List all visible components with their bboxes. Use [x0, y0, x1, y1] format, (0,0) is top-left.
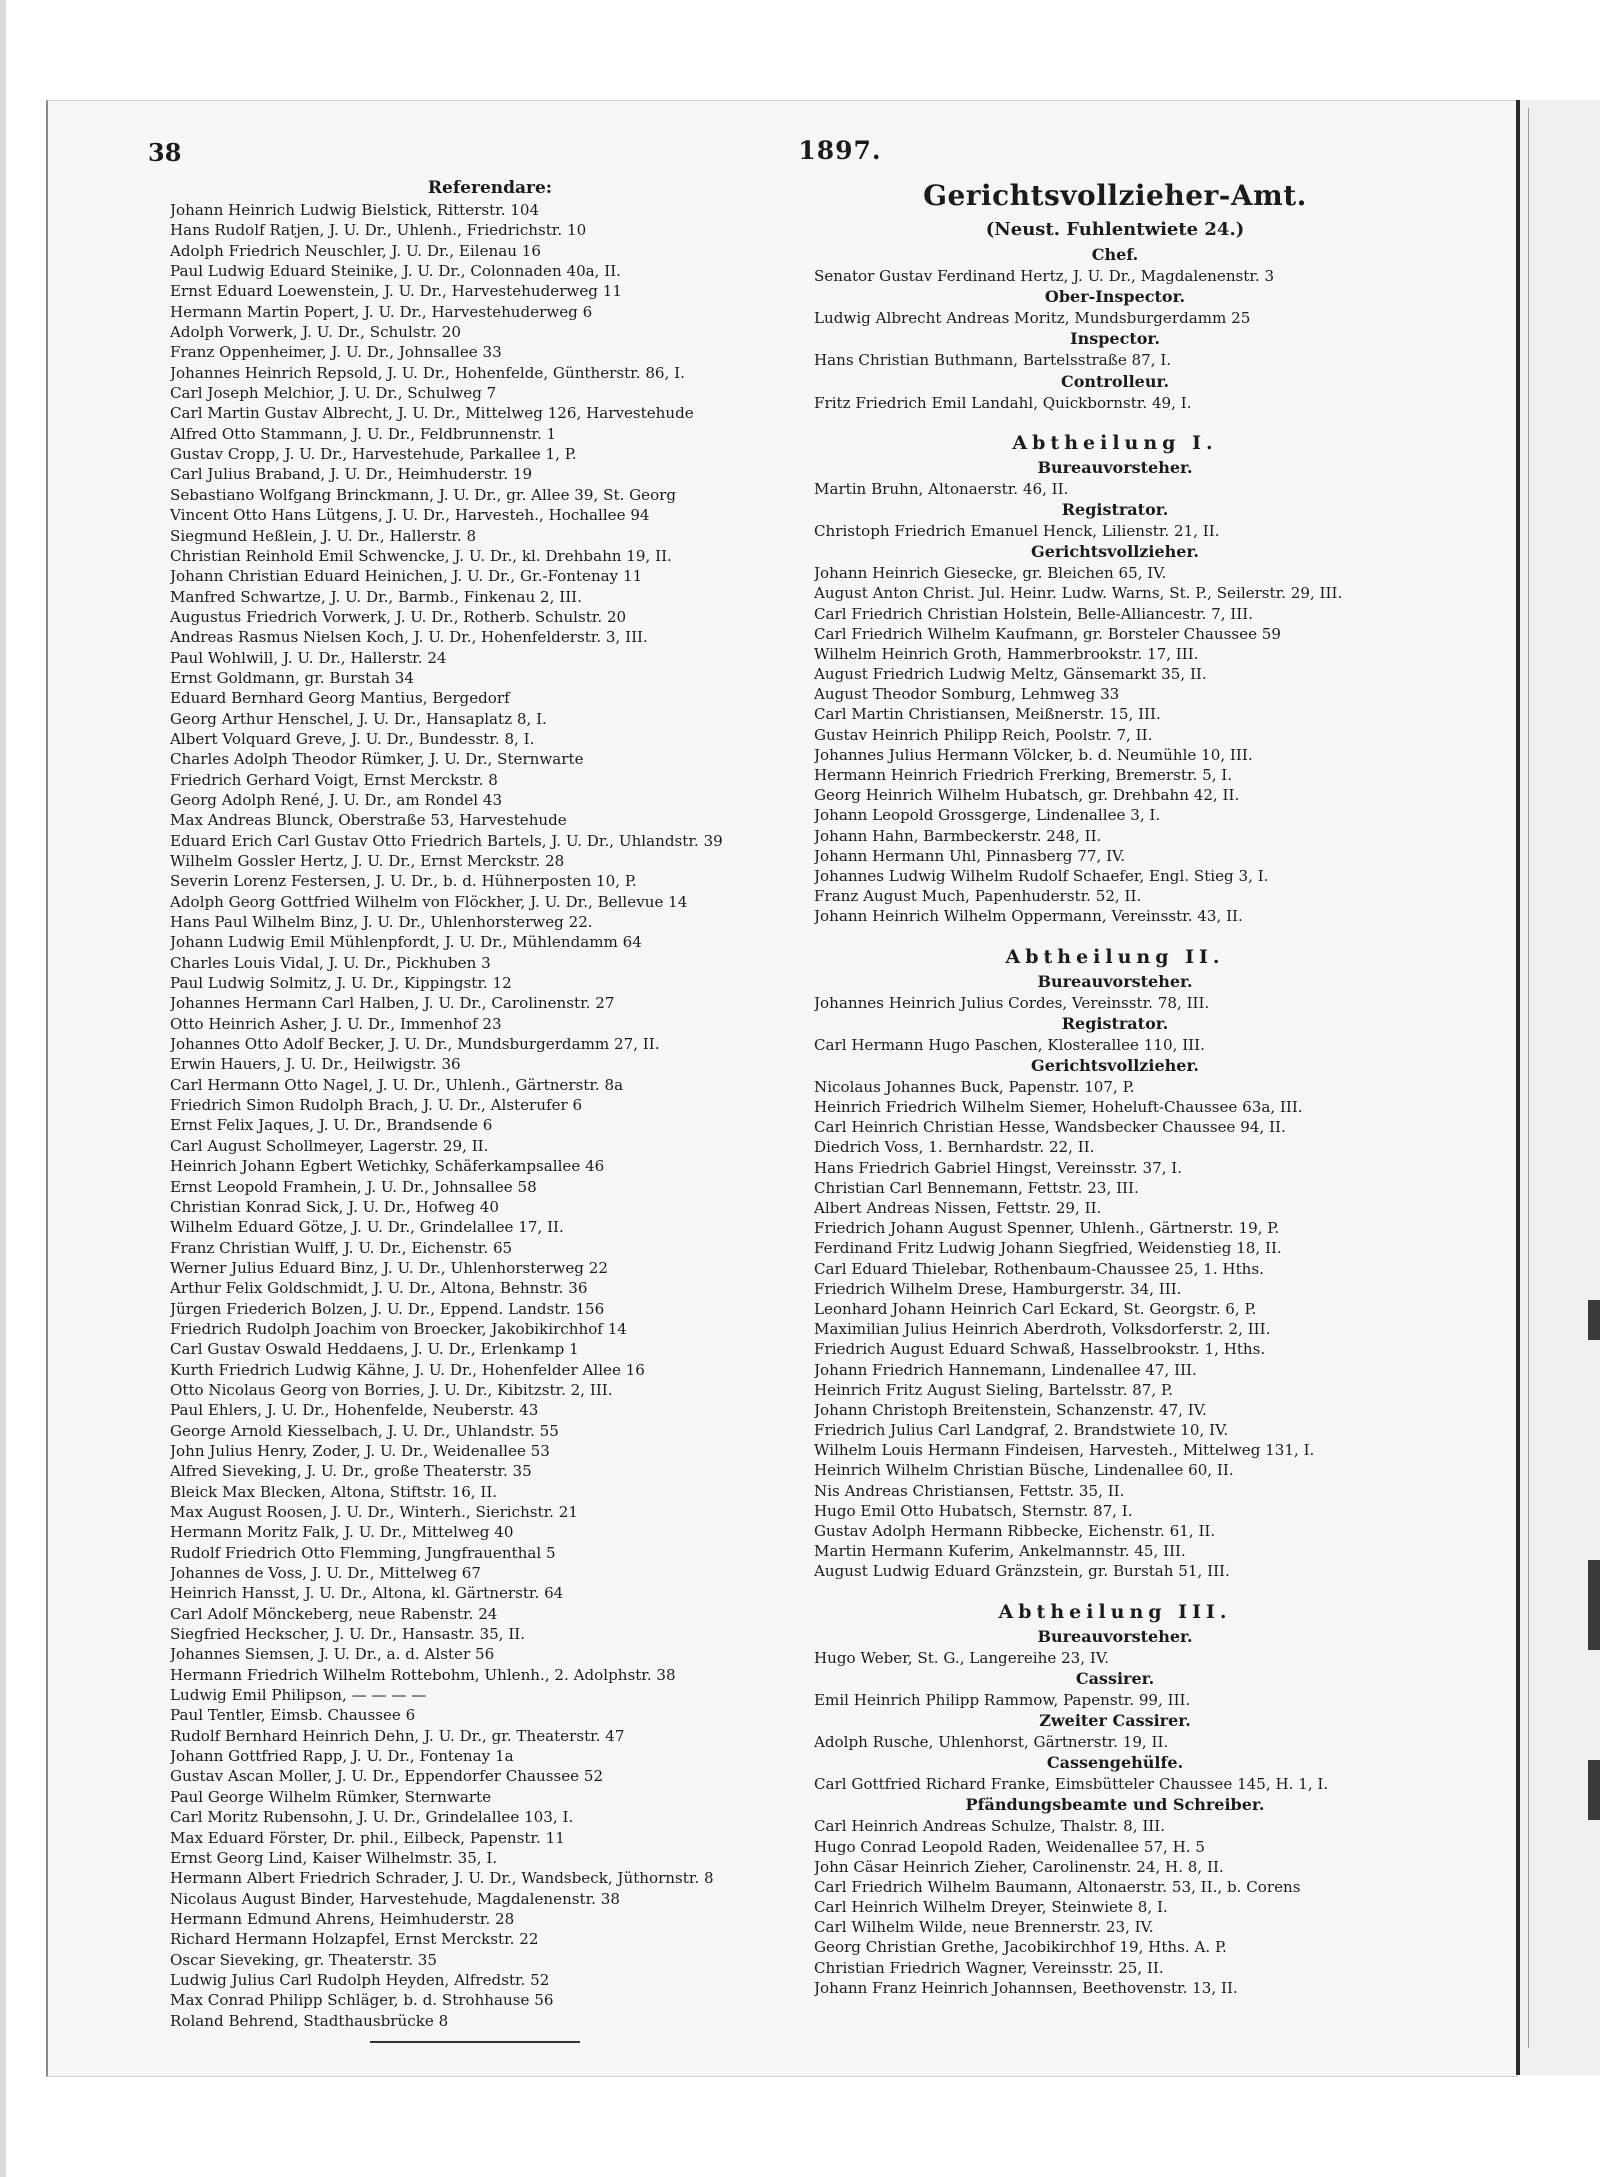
directory-entry: Vincent Otto Hans Lütgens, J. U. Dr., Harvesteh., Hochallee 94: [170, 506, 650, 525]
directory-entry: Paul Ludwig Solmitz, J. U. Dr., Kippingstr. 12: [170, 974, 512, 993]
directory-entry: Nis Andreas Christiansen, Fettstr. 35, II.: [814, 1481, 1125, 1500]
directory-entry: Georg Heinrich Wilhelm Hubatsch, gr. Drehbahn 42, II.: [814, 786, 1240, 805]
directory-entry: Ludwig Emil Philipson, — — — —: [170, 1686, 427, 1705]
directory-entry: Ernst Leopold Framhein, J. U. Dr., Johnsallee 58: [170, 1177, 537, 1196]
directory-entry: Heinrich Wilhelm Christian Büsche, Lindenallee 60, II.: [814, 1461, 1234, 1480]
role-heading: Pfändungsbeamte und Schreiber.: [965, 1795, 1265, 1815]
directory-entry: Fritz Friedrich Emil Landahl, Quickbornstr. 49, I.: [814, 393, 1192, 412]
directory-entry: Richard Hermann Holzapfel, Ernst Merckstr. 22: [170, 1930, 539, 1949]
role-heading: Chef.: [1091, 245, 1139, 264]
role-heading: Cassengehülfe.: [1046, 1753, 1184, 1773]
role-heading: Gerichtsvollzieher.: [1031, 1055, 1199, 1075]
directory-entry: Paul Wohlwill, J. U. Dr., Hallerstr. 24: [170, 648, 447, 667]
directory-entry: Johann Leopold Grossgerge, Lindenallee 3, I.: [814, 806, 1161, 825]
directory-entry: Christoph Friedrich Emanuel Henck, Lilienstr. 21, II.: [814, 521, 1220, 540]
role-heading: Registrator.: [1061, 1013, 1169, 1033]
role-heading: Inspector.: [1070, 329, 1160, 349]
directory-entry: Paul Tentler, Eimsb. Chaussee 6: [170, 1706, 416, 1725]
directory-entry: Martin Bruhn, Altonaerstr. 46, II.: [814, 479, 1069, 498]
directory-entry: Hermann Moritz Falk, J. U. Dr., Mittelweg 40: [170, 1523, 514, 1542]
directory-entry: Heinrich Hansst, J. U. Dr., Altona, kl. Gärtnerstr. 64: [170, 1584, 564, 1603]
directory-entry: Siegfried Heckscher, J. U. Dr., Hansastr. 35, II.: [170, 1625, 526, 1644]
directory-entry: Carl Heinrich Christian Hesse, Wandsbecker Chaussee 94, II.: [814, 1118, 1286, 1137]
directory-entry: Friedrich Johann August Spenner, Uhlenh., Gärtnerstr. 19, P.: [814, 1219, 1280, 1238]
directory-entry: Johann Friedrich Hannemann, Lindenallee 47, III.: [814, 1360, 1197, 1379]
directory-entry: Gustav Cropp, J. U. Dr., Harvestehude, Parkallee 1, P.: [170, 445, 577, 464]
directory-entry: Alfred Otto Stammann, J. U. Dr., Feldbrunnenstr. 1: [170, 424, 557, 443]
directory-entry: Bleick Max Blecken, Altona, Stiftstr. 16, II.: [170, 1482, 498, 1501]
directory-entry: Carl Hermann Otto Nagel, J. U. Dr., Uhlenh., Gärtnerstr. 8a: [170, 1075, 624, 1094]
directory-entry: Eduard Bernhard Georg Mantius, Bergedorf: [170, 689, 510, 708]
directory-entry: Emil Heinrich Philipp Rammow, Papenstr. 99, III.: [814, 1690, 1191, 1709]
adjacent-page-mark: [1588, 1300, 1600, 1340]
directory-entry: Werner Julius Eduard Binz, J. U. Dr., Uhlenhorsterweg 22: [170, 1258, 608, 1277]
directory-entry: Johannes Heinrich Julius Cordes, Vereinsstr. 78, III.: [814, 993, 1210, 1012]
directory-entry: Ernst Georg Lind, Kaiser Wilhelmstr. 35, I.: [170, 1848, 498, 1867]
directory-entry: Rudolf Friedrich Otto Flemming, Jungfrauenthal 5: [170, 1543, 556, 1562]
directory-entry: Friedrich Wilhelm Drese, Hamburgerstr. 34, III.: [814, 1279, 1182, 1298]
directory-entry: Gustav Adolph Hermann Ribbecke, Eichenstr. 61, II.: [814, 1522, 1216, 1540]
directory-entry: Johannes Heinrich Repsold, J. U. Dr., Hohenfelde, Güntherstr. 86, I.: [170, 363, 685, 382]
directory-entry: Carl Friedrich Wilhelm Baumann, Altonaerstr. 53, II., b. Corens: [814, 1877, 1301, 1896]
directory-entry: Hermann Friedrich Wilhelm Rottebohm, Uhlenh., 2. Adolphstr. 38: [170, 1665, 676, 1684]
directory-entry: Georg Adolph René, J. U. Dr., am Rondel 43: [170, 790, 503, 809]
directory-entry: Ernst Goldmann, gr. Burstah 34: [170, 668, 414, 687]
directory-entry: Carl August Schollmeyer, Lagerstr. 29, II.: [170, 1136, 489, 1155]
role-heading: Registrator.: [1061, 499, 1169, 519]
directory-entry: Georg Arthur Henschel, J. U. Dr., Hansaplatz 8, I.: [170, 709, 547, 728]
directory-entry: Erwin Hauers, J. U. Dr., Heilwigstr. 36: [170, 1055, 461, 1074]
directory-entry: Hugo Weber, St. G., Langereihe 23, IV.: [814, 1648, 1109, 1667]
directory-entry: Johann Heinrich Wilhelm Oppermann, Vereinsstr. 43, II.: [814, 907, 1243, 926]
directory-entry: Johannes Julius Hermann Völcker, b. d. Neumühle 10, III.: [814, 745, 1253, 764]
directory-entry: Alfred Sieveking, J. U. Dr., große Theaterstr. 35: [170, 1462, 532, 1481]
adjacent-page-mark: [1588, 1560, 1600, 1650]
directory-entry: Ernst Felix Jaques, J. U. Dr., Brandsende 6: [170, 1116, 493, 1135]
directory-entry: Hermann Martin Popert, J. U. Dr., Harvestehuderweg 6: [170, 302, 593, 321]
directory-entry: Gustav Ascan Moller, J. U. Dr., Eppendorfer Chaussee 52: [170, 1767, 604, 1786]
department-heading: Abtheilung III.: [998, 1600, 1232, 1623]
directory-entry: Carl Heinrich Wilhelm Dreyer, Steinwiete 8, I.: [814, 1898, 1168, 1917]
role-heading: Cassirer.: [1075, 1668, 1155, 1688]
directory-entry: Gustav Heinrich Philipp Reich, Poolstr. 7, II.: [814, 725, 1153, 744]
directory-entry: Eduard Erich Carl Gustav Otto Friedrich Bartels, J. U. Dr., Uhlandstr. 39: [170, 831, 723, 850]
directory-entry: Johann Gottfried Rapp, J. U. Dr., Fontenay 1a: [170, 1747, 514, 1766]
directory-entry: Albert Andreas Nissen, Fettstr. 29, II.: [814, 1199, 1102, 1217]
referendare-list: [170, 200, 810, 2031]
directory-entry: Ernst Eduard Loewenstein, J. U. Dr., Harvestehuderweg 11: [170, 282, 622, 301]
directory-entry: Adolph Georg Gottfried Wilhelm von Flöckher, J. U. Dr., Bellevue 14: [170, 892, 688, 911]
staff-list: [814, 244, 1416, 1998]
directory-entry: Kurth Friedrich Ludwig Kähne, J. U. Dr., Hohenfelder Allee 16: [170, 1360, 645, 1379]
directory-entry: Ludwig Albrecht Andreas Moritz, Mundsburgerdamm 25: [814, 309, 1251, 328]
directory-entry: Johann Heinrich Giesecke, gr. Bleichen 65, IV.: [814, 564, 1167, 583]
directory-entry: Adolph Rusche, Uhlenhorst, Gärtnerstr. 19, II.: [814, 1732, 1169, 1751]
directory-entry: Carl Martin Christiansen, Meißnerstr. 15, III.: [814, 705, 1161, 724]
directory-entry: Otto Nicolaus Georg von Borries, J. U. Dr., Kibitzstr. 2, III.: [170, 1380, 613, 1399]
directory-entry: Johannes Otto Adolf Becker, J. U. Dr., Mundsburgerdamm 27, II.: [170, 1035, 660, 1054]
directory-entry: August Anton Christ. Jul. Heinr. Ludw. Warns, St. P., Seilerstr. 29, III.: [814, 584, 1343, 603]
directory-entry: Johann Hahn, Barmbeckerstr. 248, II.: [814, 826, 1102, 845]
spacer: [814, 1582, 1416, 1592]
directory-entry: Max Conrad Philipp Schläger, b. d. Strohhause 56: [170, 1991, 554, 2010]
directory-entry: Paul Ehlers, J. U. Dr., Hohenfelde, Neuberstr. 43: [170, 1401, 539, 1420]
directory-entry: Carl Eduard Thielebar, Rothenbaum-Chaussee 25, 1. Hths.: [814, 1259, 1264, 1278]
directory-entry: Hermann Albert Friedrich Schrader, J. U. Dr., Wandsbeck, Jüthornstr. 8: [170, 1869, 714, 1888]
directory-entry: Carl Joseph Melchior, J. U. Dr., Schulweg 7: [170, 384, 497, 403]
gutter-line: [1528, 108, 1529, 2048]
department-heading: Abtheilung I.: [1012, 431, 1218, 454]
directory-entry: Ferdinand Fritz Ludwig Johann Siegfried, Weidenstieg 18, II.: [814, 1239, 1282, 1258]
directory-entry: Hermann Heinrich Friedrich Frerking, Bremerstr. 5, I.: [814, 766, 1233, 784]
directory-entry: Senator Gustav Ferdinand Hertz, J. U. Dr., Magdalenenstr. 3: [814, 267, 1275, 285]
role-heading: Ober-Inspector.: [1044, 287, 1186, 307]
directory-entry: George Arnold Kiesselbach, J. U. Dr., Uhlandstr. 55: [170, 1421, 559, 1440]
directory-entry: Wilhelm Louis Hermann Findeisen, Harvesteh., Mittelweg 131, I.: [814, 1441, 1315, 1460]
role-heading: Bureauvorsteher.: [1037, 457, 1193, 477]
directory-entry: Manfred Schwartze, J. U. Dr., Barmb., Finkenau 2, III.: [170, 587, 582, 606]
directory-entry: Johann Christian Eduard Heinichen, J. U. Dr., Gr.-Fontenay 11: [170, 567, 643, 586]
directory-entry: Friedrich Julius Carl Landgraf, 2. Brandstwiete 10, IV.: [814, 1421, 1229, 1440]
directory-entry: Hans Christian Buthmann, Bartelsstraße 87, I.: [814, 351, 1172, 370]
directory-entry: Otto Heinrich Asher, J. U. Dr., Immenhof 23: [170, 1014, 502, 1033]
role-heading: Bureauvorsteher.: [1037, 1626, 1193, 1646]
end-rule: [370, 2041, 580, 2043]
directory-entry: Diedrich Voss, 1. Bernhardstr. 22, II.: [814, 1138, 1095, 1157]
department-heading: Abtheilung II.: [1005, 945, 1225, 968]
directory-entry: Max August Roosen, J. U. Dr., Winterh., Sierichstr. 21: [170, 1503, 578, 1521]
directory-entry: Charles Louis Vidal, J. U. Dr., Pickhuben 3: [170, 953, 491, 972]
role-heading: Bureauvorsteher.: [1037, 971, 1193, 991]
directory-entry: Wilhelm Eduard Götze, J. U. Dr., Grindelallee 17, II.: [170, 1218, 564, 1237]
directory-entry: Maximilian Julius Heinrich Aberdroth, Volksdorferstr. 2, III.: [814, 1320, 1271, 1339]
directory-entry: Paul George Wilhelm Rümker, Sternwarte: [170, 1787, 492, 1806]
adjacent-page-mark: [1588, 1760, 1600, 1820]
directory-entry: Carl Julius Braband, J. U. Dr., Heimhuderstr. 19: [170, 465, 533, 484]
directory-entry: August Ludwig Eduard Gränzstein, gr. Burstah 51, III.: [814, 1562, 1230, 1581]
directory-entry: Roland Behrend, Stadthausbrücke 8: [170, 2011, 449, 2030]
spacer: [814, 413, 1416, 423]
directory-entry: Nicolaus Johannes Buck, Papenstr. 107, P.: [814, 1077, 1135, 1096]
page-year: 1897.: [798, 136, 882, 165]
directory-entry: Franz August Much, Papenhuderstr. 52, II.: [814, 887, 1142, 906]
directory-entry: Adolph Vorwerk, J. U. Dr., Schulstr. 20: [170, 323, 461, 342]
directory-entry: Friedrich Simon Rudolph Brach, J. U. Dr., Alsterufer 6: [170, 1096, 583, 1115]
directory-entry: Carl Friedrich Christian Holstein, Belle-Alliancestr. 7, III.: [814, 604, 1253, 623]
directory-entry: August Friedrich Ludwig Meltz, Gänsemarkt 35, II.: [814, 665, 1207, 684]
directory-entry: Carl Gustav Oswald Heddaens, J. U. Dr., Erlenkamp 1: [170, 1340, 579, 1359]
directory-entry: Arthur Felix Goldschmidt, J. U. Dr., Altona, Behnstr. 36: [170, 1279, 588, 1298]
directory-entry: Johannes Hermann Carl Halben, J. U. Dr., Carolinenstr. 27: [170, 994, 615, 1013]
directory-entry: Hugo Conrad Leopold Raden, Weidenallee 57, H. 5: [814, 1837, 1205, 1856]
directory-entry: Heinrich Johann Egbert Wetichky, Schäferkampsallee 46: [170, 1157, 605, 1176]
directory-entry: Carl Wilhelm Wilde, neue Brennerstr. 23, IV.: [814, 1918, 1154, 1937]
directory-entry: Carl Heinrich Andreas Schulze, Thalstr. 8, III.: [814, 1817, 1166, 1836]
directory-entry: Hans Friedrich Gabriel Hingst, Vereinsstr. 37, I.: [814, 1158, 1183, 1177]
scan-border: [0, 0, 6, 2177]
directory-entry: Leonhard Johann Heinrich Carl Eckard, St. Georgstr. 6, P.: [814, 1299, 1257, 1318]
directory-entry: Ludwig Julius Carl Rudolph Heyden, Alfredstr. 52: [170, 1970, 550, 1989]
directory-entry: Johann Franz Heinrich Johannsen, Beethovenstr. 13, II.: [814, 1978, 1238, 1997]
directory-entry: John Julius Henry, Zoder, J. U. Dr., Weidenallee 53: [170, 1441, 550, 1460]
directory-entry: Nicolaus August Binder, Harvestehude, Magdalenenstr. 38: [170, 1889, 620, 1908]
directory-entry: Martin Hermann Kuferim, Ankelmannstr. 45, III.: [814, 1542, 1186, 1561]
directory-entry: Max Eduard Förster, Dr. phil., Eilbeck, Papenstr. 11: [170, 1828, 565, 1847]
directory-entry: Rudolf Bernhard Heinrich Dehn, J. U. Dr., gr. Theaterstr. 47: [170, 1726, 625, 1745]
spacer: [814, 927, 1416, 937]
directory-entry: Johann Ludwig Emil Mühlenpfordt, J. U. Dr., Mühlendamm 64: [170, 933, 642, 952]
directory-entry: Johannes Ludwig Wilhelm Rudolf Schaefer, Engl. Stieg 3, I.: [814, 866, 1269, 885]
directory-entry: Georg Christian Grethe, Jacobikirchhof 19, Hths. A. P.: [814, 1938, 1227, 1957]
directory-entry: Heinrich Fritz August Sieling, Bartelsstr. 87, P.: [814, 1380, 1173, 1399]
directory-entry: Johannes de Voss, J. U. Dr., Mittelweg 67: [170, 1564, 482, 1583]
directory-entry: Christian Friedrich Wagner, Vereinsstr. 25, II.: [814, 1958, 1164, 1977]
directory-entry: Sebastiano Wolfgang Brinckmann, J. U. Dr., gr. Allee 39, St. Georg: [170, 485, 677, 504]
directory-entry: Max Andreas Blunck, Oberstraße 53, Harvestehude: [170, 811, 567, 830]
directory-entry: Friedrich Rudolph Joachim von Broecker, Jakobikirchhof 14: [170, 1319, 627, 1338]
directory-entry: Friedrich Gerhard Voigt, Ernst Merckstr. 8: [170, 770, 498, 789]
directory-entry: Christian Reinhold Emil Schwencke, J. U. Dr., kl. Drehbahn 19, II.: [170, 546, 672, 565]
directory-entry: Jürgen Friederich Bolzen, J. U. Dr., Eppend. Landstr. 156: [170, 1299, 605, 1318]
directory-entry: Carl Moritz Rubensohn, J. U. Dr., Grindelallee 103, I.: [170, 1808, 574, 1827]
directory-entry: Carl Gottfried Richard Franke, Eimsbütteler Chaussee 145, H. 1, I.: [814, 1775, 1329, 1794]
directory-entry: Adolph Friedrich Neuschler, J. U. Dr., Eilenau 16: [170, 241, 541, 260]
directory-entry: Franz Christian Wulff, J. U. Dr., Eichenstr. 65: [170, 1238, 513, 1257]
role-heading: Controlleur.: [1060, 371, 1170, 391]
directory-entry: Hans Paul Wilhelm Binz, J. U. Dr., Uhlenhorsterweg 22.: [170, 913, 593, 932]
directory-entry: Siegmund Heßlein, J. U. Dr., Hallerstr. 8: [170, 526, 477, 545]
directory-entry: Carl Adolf Mönckeberg, neue Rabenstr. 24: [170, 1604, 498, 1623]
directory-entry: Carl Friedrich Wilhelm Kaufmann, gr. Borsteler Chaussee 59: [814, 624, 1282, 643]
section-heading: Referendare:: [427, 178, 553, 198]
directory-entry: Friedrich August Eduard Schwaß, Hasselbrookstr. 1, Hths.: [814, 1340, 1266, 1359]
role-heading: Zweiter Cassirer.: [1039, 1710, 1191, 1730]
directory-entry: Johann Hermann Uhl, Pinnasberg 77, IV.: [814, 846, 1126, 865]
directory-entry: Johannes Siemsen, J. U. Dr., a. d. Alster 56: [170, 1645, 495, 1664]
directory-entry: August Theodor Somburg, Lehmweg 33: [814, 685, 1120, 704]
directory-entry: John Cäsar Heinrich Zieher, Carolinenstr. 24, H. 8, II.: [814, 1857, 1224, 1876]
directory-entry: Hermann Edmund Ahrens, Heimhuderstr. 28: [170, 1909, 515, 1928]
referendare-column: [170, 176, 810, 2043]
directory-entry: Franz Oppenheimer, J. U. Dr., Johnsallee 33: [170, 343, 502, 362]
directory-entry: Severin Lorenz Festersen, J. U. Dr., b. d. Hühnerposten 10, P.: [170, 872, 637, 891]
directory-entry: Augustus Friedrich Vorwerk, J. U. Dr., Rotherb. Schulstr. 20: [170, 607, 627, 626]
directory-entry: Wilhelm Heinrich Groth, Hammerbrookstr. 17, III.: [814, 644, 1199, 663]
directory-entry: Hans Rudolf Ratjen, J. U. Dr., Uhlenh., Friedrichstr. 10: [170, 221, 587, 240]
directory-entry: Christian Carl Bennemann, Fettstr. 23, III.: [814, 1178, 1139, 1197]
page-number: 38: [148, 138, 182, 167]
role-heading: Gerichtsvollzieher.: [1031, 542, 1199, 562]
directory-entry: Johann Christoph Breitenstein, Schanzenstr. 47, IV.: [814, 1400, 1207, 1419]
directory-entry: Hugo Emil Otto Hubatsch, Sternstr. 87, I.: [814, 1501, 1133, 1520]
directory-entry: Charles Adolph Theodor Rümker, J. U. Dr., Sternwarte: [170, 750, 584, 769]
directory-entry: Christian Konrad Sick, J. U. Dr., Hofweg 40: [170, 1197, 499, 1216]
directory-entry: Wilhelm Gossler Hertz, J. U. Dr., Ernst Merckstr. 28: [170, 852, 565, 870]
section-title: Gerichtsvollzieher-Amt.: [923, 179, 1307, 212]
directory-entry: Carl Hermann Hugo Paschen, Klosterallee 110, III.: [814, 1035, 1205, 1054]
directory-entry: Heinrich Friedrich Wilhelm Siemer, Hoheluft-Chaussee 63a, III.: [814, 1098, 1303, 1117]
gerichtsvollzieher-column: [814, 176, 1416, 1998]
directory-entry: Oscar Sieveking, gr. Theaterstr. 35: [170, 1950, 438, 1969]
directory-entry: Carl Martin Gustav Albrecht, J. U. Dr., Mittelweg 126, Harvestehude: [170, 404, 694, 423]
directory-entry: Albert Volquard Greve, J. U. Dr., Bundesstr. 8, I.: [170, 729, 535, 748]
section-address: (Neust. Fuhlentwiete 24.): [985, 219, 1245, 240]
directory-entry: Johann Heinrich Ludwig Bielstick, Ritterstr. 104: [170, 201, 540, 219]
directory-entry: Andreas Rasmus Nielsen Koch, J. U. Dr., Hohenfelderstr. 3, III.: [170, 628, 648, 647]
directory-entry: Paul Ludwig Eduard Steinike, J. U. Dr., Colonnaden 40a, II.: [170, 262, 621, 281]
